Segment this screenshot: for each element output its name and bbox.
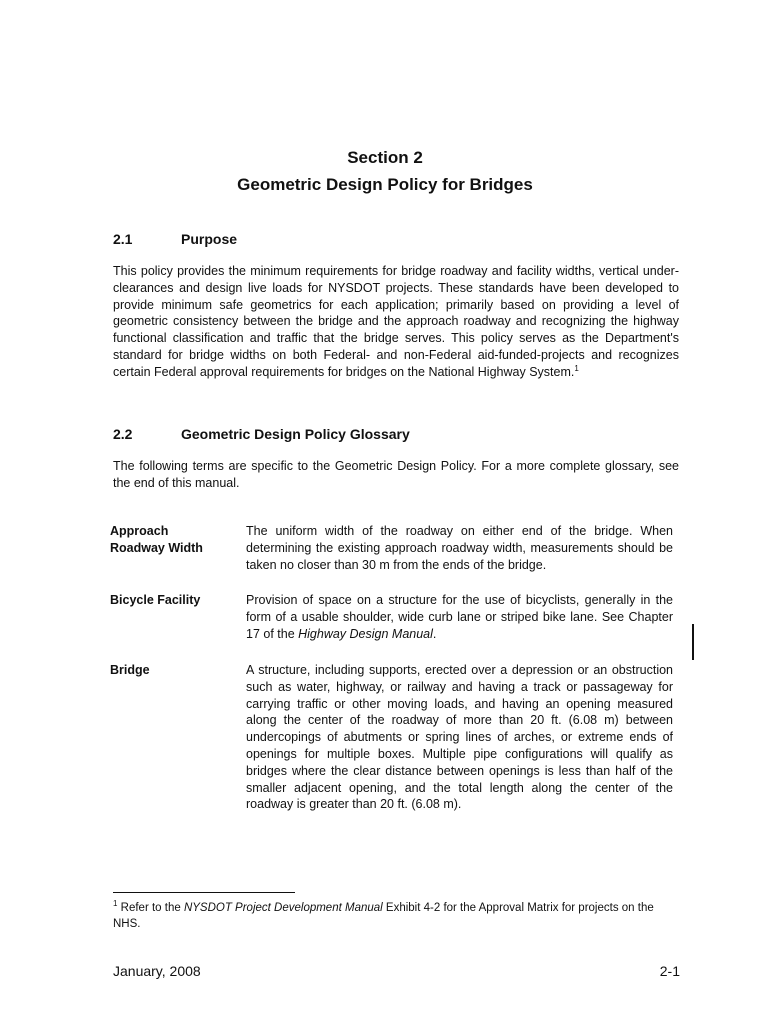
glossary-term: Bicycle Facility [110,593,201,607]
glossary-term [110,523,235,557]
footer-date: January, 2008 [113,963,201,979]
definition-text: . [432,626,437,641]
term-label-line: Roadway Width [110,540,203,555]
footnote-reference: 1 [574,363,579,373]
section-label: Section 2 [347,148,423,167]
glossary-definition: A structure, including supports, erected over a depression or an obstruction such as water, highway, or railway and having a track or passageway for carrying traffic or other moving loads, and having an opening measured along the center of the roadway of more than 20 ft. (6.08 m) between undercopings of abutments or spring lines of arches, or extreme ends of openings for multiple boxes. Multiple pipe configurations will qualify as bridges where the clear distance between openings is less than half of the smaller adjacent opening, and the total length along the center of the roadway is greater than 20 ft. (6.08 m). [246,663,673,812]
definition-italic: Highway Design Manual [298,626,433,641]
glossary-intro: The following terms are specific to the Geometric Design Policy. For a more complete glossary, see the end of this manual. [113,459,679,490]
glossary-heading [113,425,410,443]
purpose-heading [113,230,237,248]
glossary-definition [246,592,673,642]
revision-change-bar [692,624,694,660]
glossary-number: 2.2 [113,426,133,442]
page-number: 2-1 [659,963,680,979]
footnote-italic: NYSDOT Project Development Manual [183,902,383,914]
footnote-marker: 1 [113,899,118,909]
purpose-body: This policy provides the minimum requirements for bridge roadway and facility widths, vertical under-clearances and design live loads for NYSDOT projects. These standards have been developed to provide minimum safe geometrics for each application; primarily based on providing a level of geometric consistency between the bridge and the approach roadway and recognizing the highway functional classification and traffic that the bridge serves. This policy serves as the Department's standard for bridge widths on both Federal- and non-Federal aid-funded-projects and recognizes certain Federal approval requirements for bridges on the National Highway System. [113,264,679,379]
glossary-term: Bridge [110,663,150,677]
purpose-title: Purpose [181,231,238,247]
footnote-text: Exhibit 4-2 for the Approval Matrix for projects on the NHS. [113,902,654,930]
glossary-definition: The uniform width of the roadway on either end of the bridge. When determining the existing approach roadway width, measurements should be taken no closer than 30 m from the ends of the bridge. [246,524,673,572]
purpose-number: 2.1 [113,231,133,247]
term-label-line: Approach [110,524,169,538]
purpose-paragraph [113,263,679,381]
section-title: Geometric Design Policy for Bridges [237,175,533,194]
footnote [113,900,683,932]
footnote-text: Refer to the [117,902,184,914]
footnote-divider [113,892,295,893]
glossary-title: Geometric Design Policy Glossary [181,426,410,442]
definition-text: Provision of space on a structure for the use of bicyclists, generally in the form of a usable shoulder, wide curb lane or striped bike lane. See Chapter 17 of the [246,593,673,641]
